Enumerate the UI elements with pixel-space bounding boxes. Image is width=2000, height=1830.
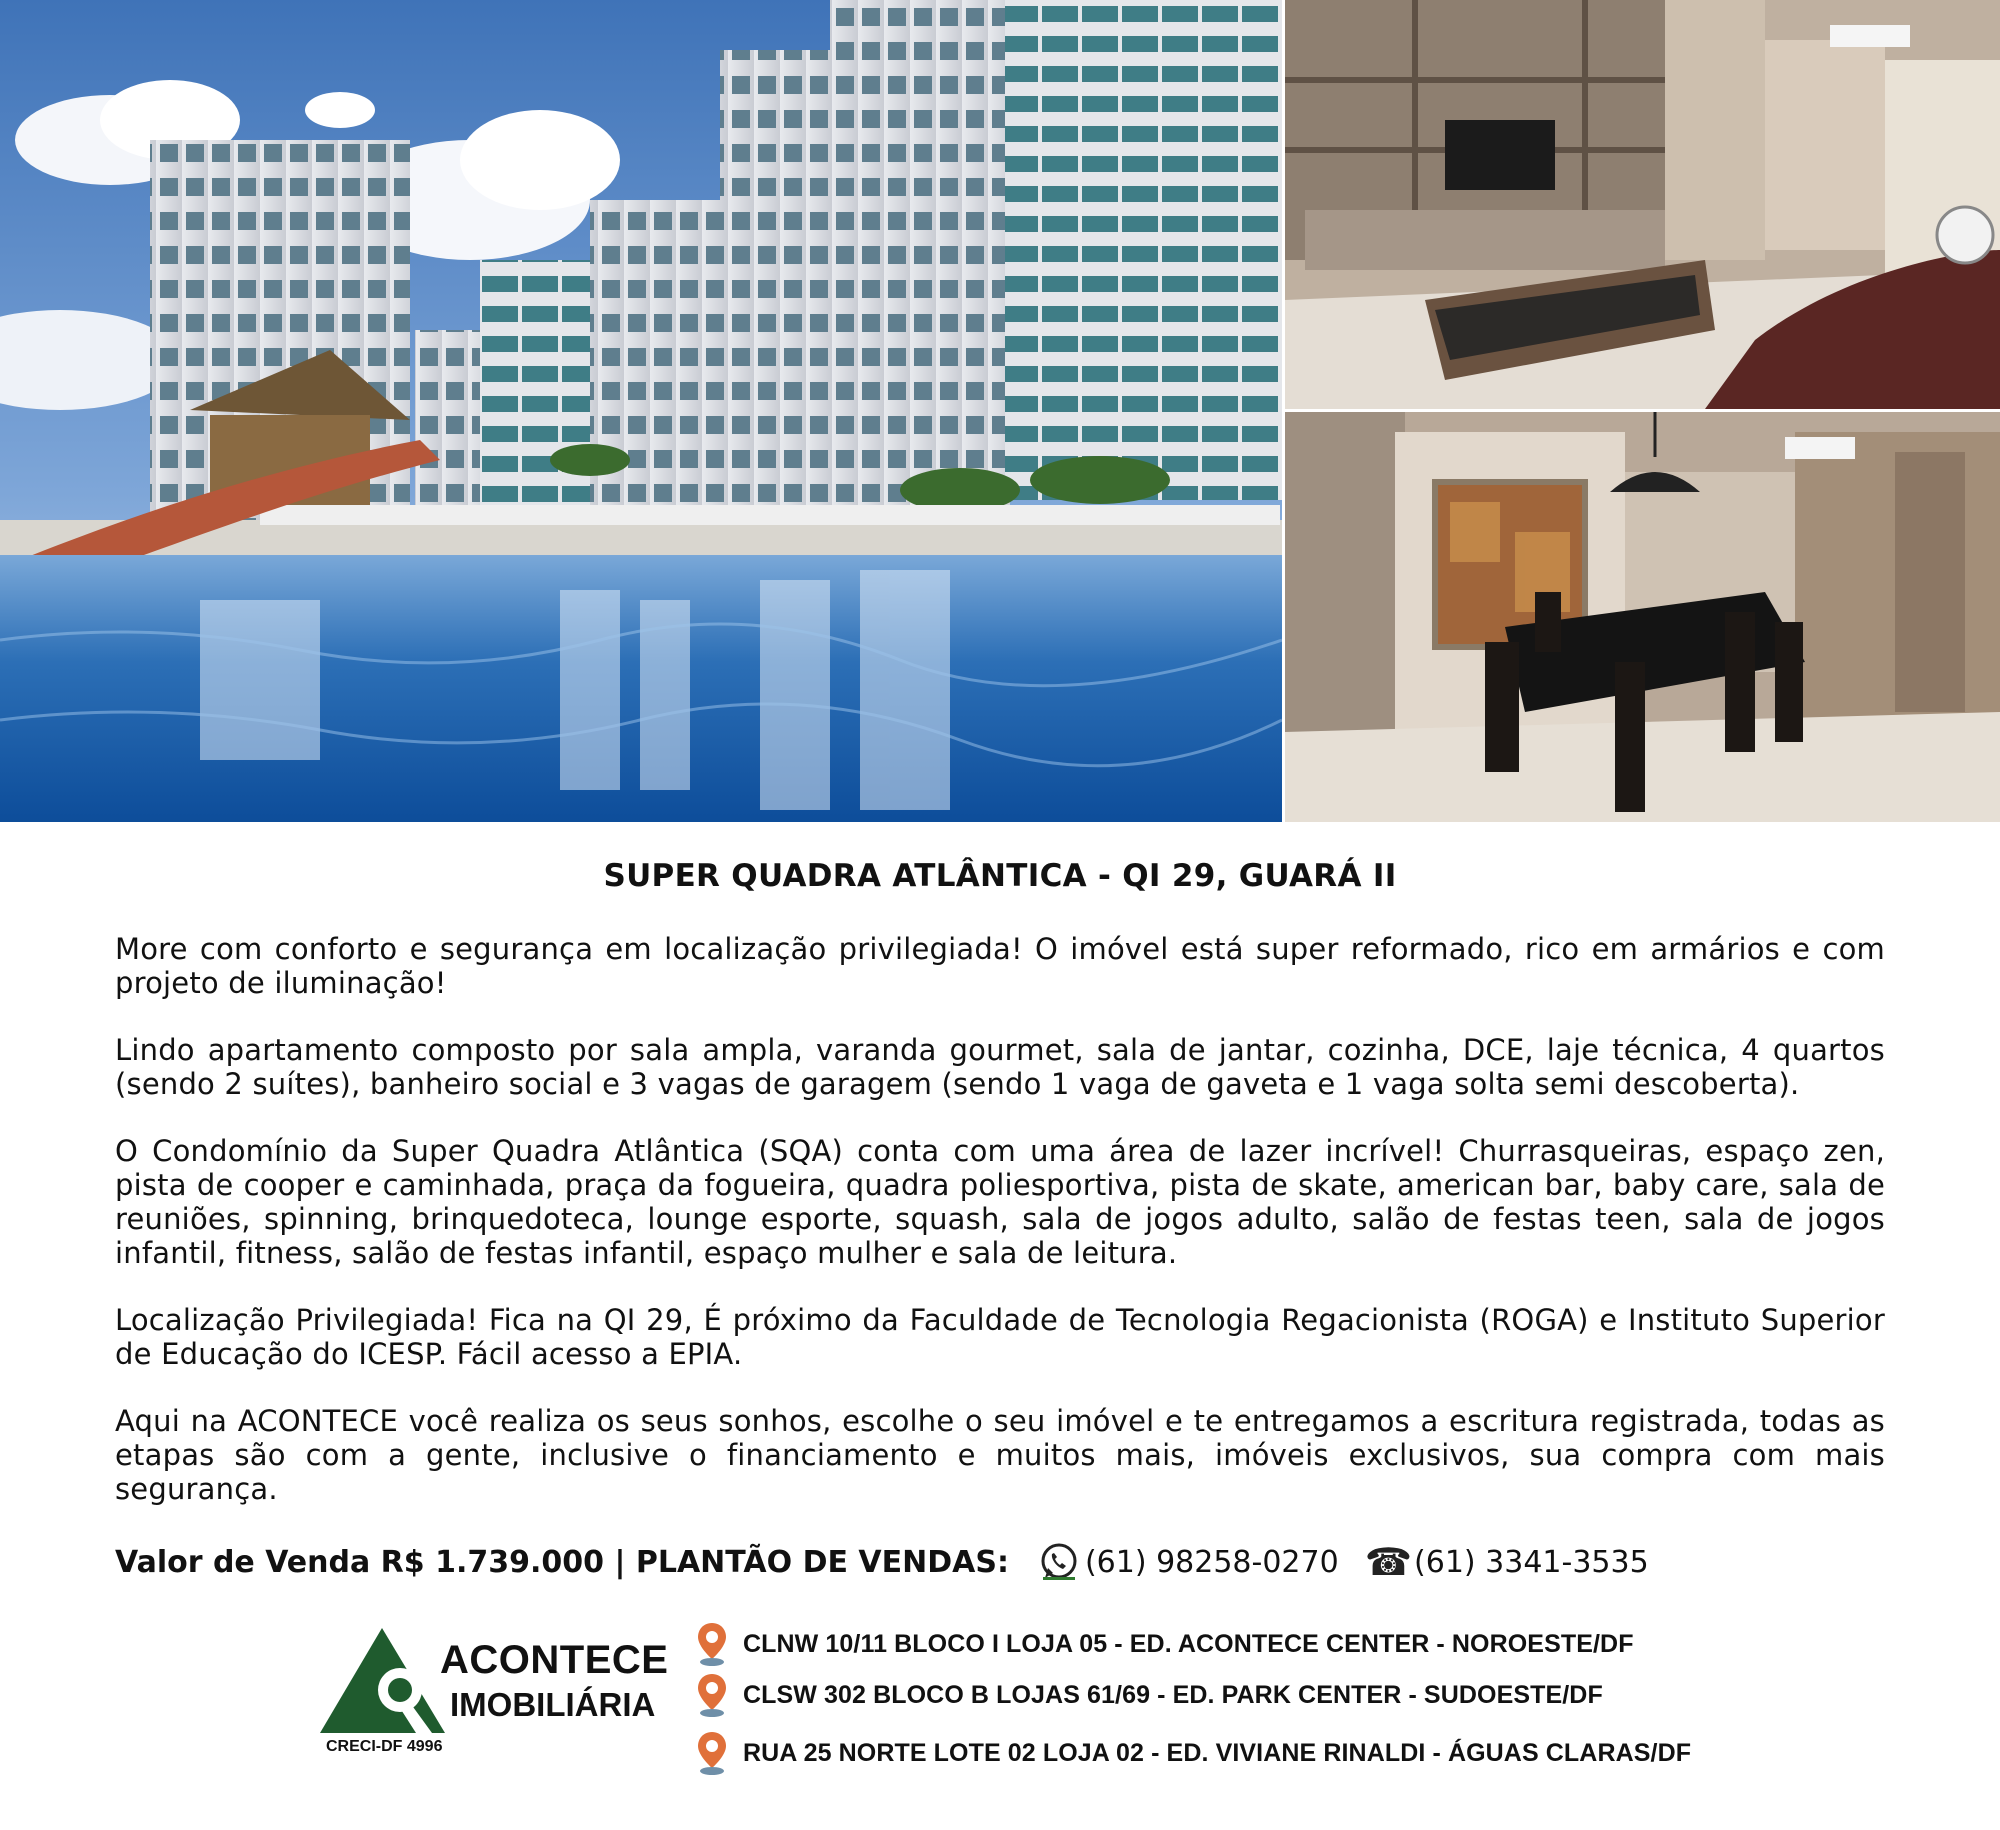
paragraph-apartment: Lindo apartamento composto por sala ampla, varanda gourmet, sala de jantar, cozinha, DCE, laje técnica, 4 quartos (sendo 2 suítes), banheiro social e 3 vagas de garagem (sendo 1 vaga de gaveta e 1 vaga solta semi descoberta).: [115, 1033, 1885, 1101]
address-text: CLNW 10/11 BLOCO I LOJA 05 - ED. ACONTECE CENTER - NOROESTE/DF: [743, 1629, 1634, 1658]
listing-description: [115, 932, 1885, 1539]
location-pin-icon: [695, 1672, 729, 1718]
address-text: RUA 25 NORTE LOTE 02 LOJA 02 - ED. VIVIANE RINALDI - ÁGUAS CLARAS/DF: [743, 1738, 1692, 1767]
dining-room-photo: [1285, 412, 2000, 822]
creci-number: CRECI-DF 4996: [326, 1738, 443, 1755]
phone-number[interactable]: (61) 3341-3535: [1414, 1544, 1649, 1580]
whatsapp-icon[interactable]: [1039, 1542, 1079, 1582]
agency-subtitle: IMOBILIÁRIA: [450, 1686, 656, 1723]
condominium-pool-photo: [0, 0, 1282, 822]
address-aguas-claras: [695, 1729, 1691, 1777]
address-sudoeste: [695, 1671, 1603, 1719]
logo-triangle-mark: [320, 1628, 445, 1740]
paragraph-location: Localização Privilegiada! Fica na QI 29, É próximo da Faculdade de Tecnologia Regacionista (ROGA) e Instituto Superior de Educação do ICESP. Fácil acesso a EPIA.: [115, 1303, 1885, 1371]
telephone-icon[interactable]: ☎: [1364, 1540, 1413, 1584]
price-label: Valor de Venda R$ 1.739.000 | PLANTÃO DE VENDAS:: [115, 1544, 1009, 1580]
living-room-photo: [1285, 0, 2000, 409]
agency-logo: [320, 1628, 680, 1768]
paragraph-condominium: O Condomínio da Super Quadra Atlântica (SQA) conta com uma área de lazer incrível! Churrasqueiras, espaço zen, pista de cooper e caminhada, praça da fogueira, quadra poliesportiva, pista de skate, american bar, baby care, sala de reuniões, spinning, brinquedoteca, lounge esporte, squash, sala de jogos adulto, salão de festas teen, sala de jogos infantil, fitness, salão de festas infantil, espaço mulher e sala de leitura.: [115, 1134, 1885, 1270]
price-and-contacts: [115, 1542, 1915, 1582]
agency-name: ACONTECE: [440, 1638, 669, 1682]
whatsapp-number[interactable]: (61) 98258-0270: [1084, 1544, 1339, 1580]
paragraph-agency: Aqui na ACONTECE você realiza os seus sonhos, escolhe o seu imóvel e te entregamos a escritura registrada, todas as etapas são com a gente, inclusive o financiamento e muitos mais, imóveis exclusivos, sua compra com mais segurança.: [115, 1404, 1885, 1506]
paragraph-intro: More com conforto e segurança em localização privilegiada! O imóvel está super reformado, rico em armários e com projeto de iluminação!: [115, 932, 1885, 1000]
address-noroeste: [695, 1620, 1634, 1668]
location-pin-icon: [695, 1621, 729, 1667]
location-pin-icon: [695, 1730, 729, 1776]
photo-collage: [0, 0, 2000, 822]
address-text: CLSW 302 BLOCO B LOJAS 61/69 - ED. PARK CENTER - SUDOESTE/DF: [743, 1680, 1603, 1709]
listing-title: SUPER QUADRA ATLÂNTICA - QI 29, GUARÁ II: [603, 858, 1397, 894]
